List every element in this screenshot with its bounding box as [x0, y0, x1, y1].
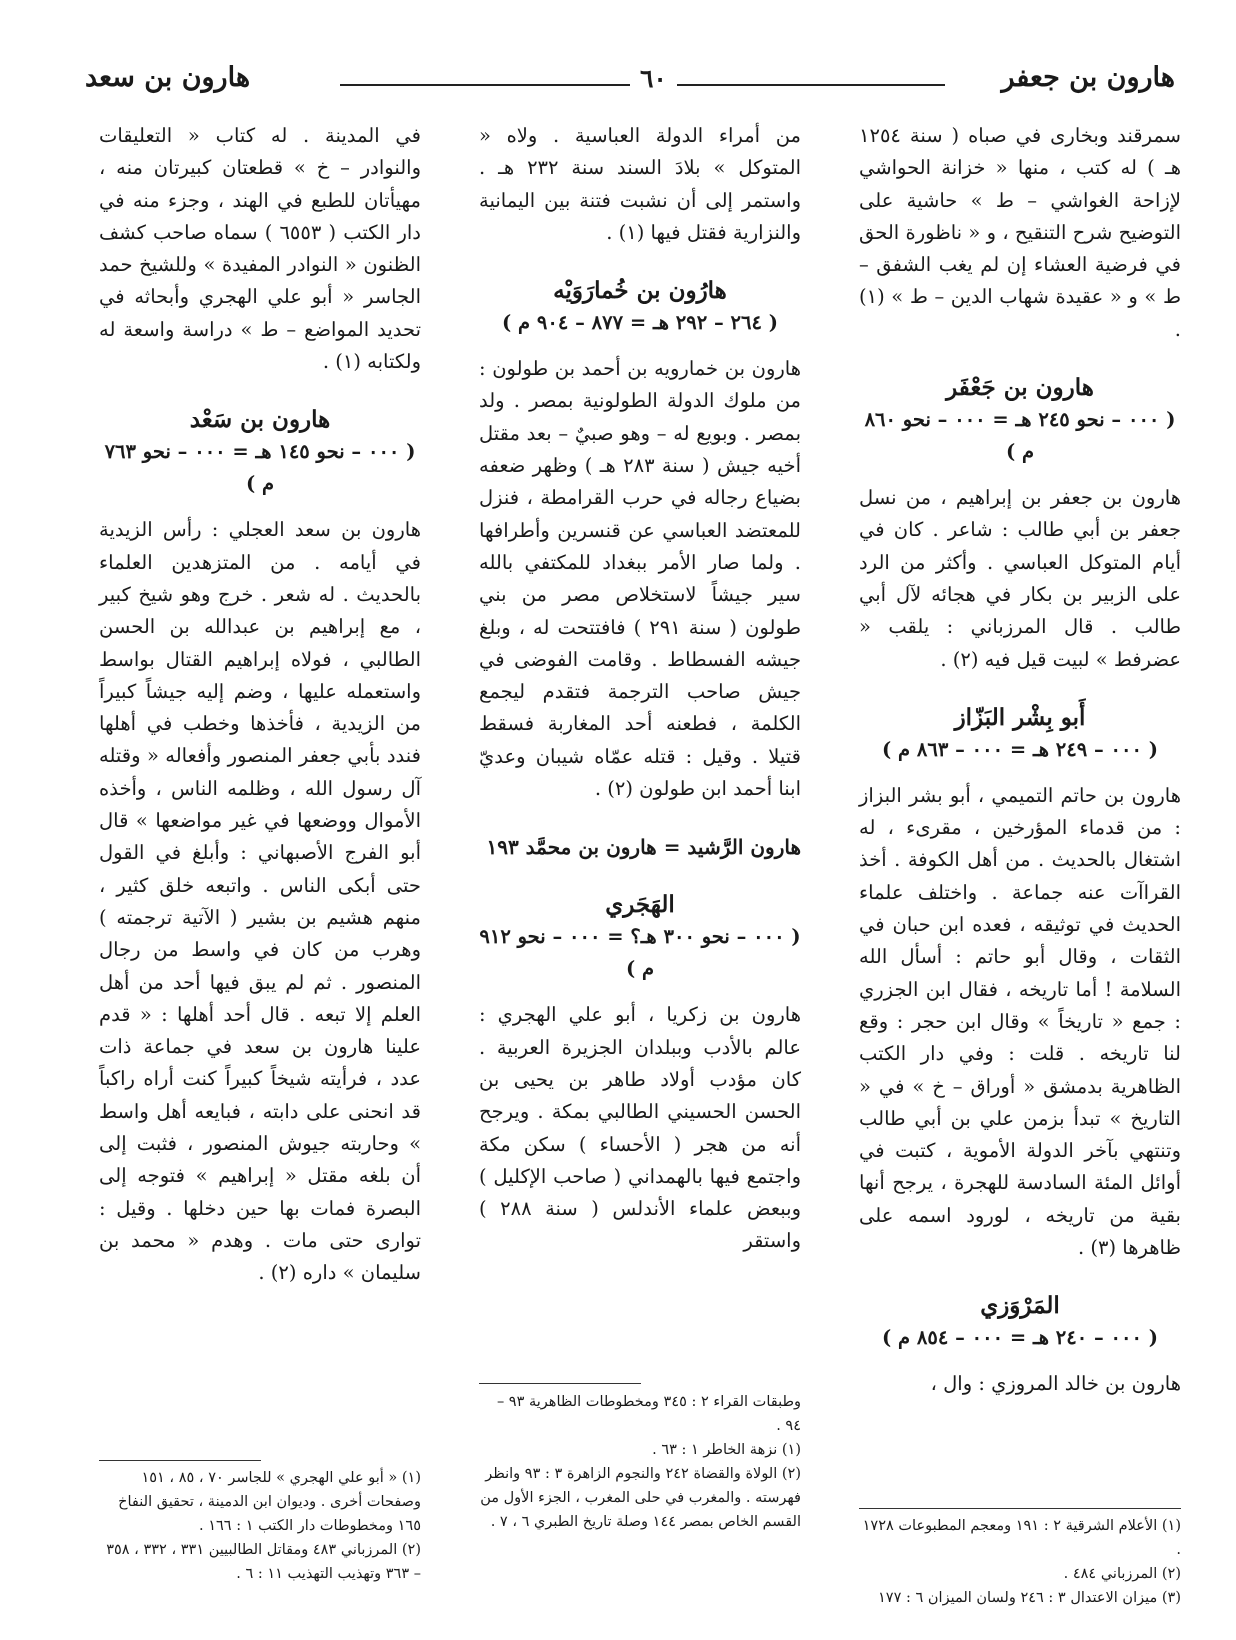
footnote-rule [859, 1508, 1181, 1509]
entry-body: هارون بن سعد العجلي : رأس الزيدية في أيامه . من المتزهدين العلماء بالحديث . له شعر . خرج وهو شيخ كبير ، مع إبراهيم بن عبدالله بن الحسن الطالبي ، فولاه إبراهيم القتال بواسط واستعمله عليها ، وضم إليه جيشاً كبيراً من الزيدية ، فأخذها وخطب في أهلها فندد بأبي جعفر المنصور وأفعاله « وقتله آل رسول الله ، وظلمه الناس ، وأخذه الأموال ووضعها في غير مواضعها » قال أبو الفرج الأصبهاني : وأبلغ في القول حتى أبكى الناس . واتبعه خلق كثير ، منهم هشيم بن بشير ( الآتية ترجمته ) وهرب من كان في واسط من رجال المنصور . ثم لم يبق فيها أحد من أهل العلم إلا تبعه . قال أحد أهلها : « قدم علينا هارون بن سعد في جماعة ذات عدد ، فرأيته شيخاً كبيراً كنت أراه راكباً قد انحنى على دابته ، فبايعه أهل واسط » وحاربته جيوش المنصور ، فثبت إلى أن بلغه مقتل « إبراهيم » فتوجه إلى البصرة فمات بها حين دخلها . وقيل : توارى حتى مات . وهدم « محمد بن سليمان » داره (٢) . [99, 518, 421, 1285]
footnote: (٣) ميزان الاعتدال ٣ : ٢٤٦ ولسان الميزان ٦ : ١٧٧ [878, 1590, 1181, 1606]
running-title-left: هارون بن سعد [85, 62, 251, 93]
entry-body: هارون بن حاتم التميمي ، أبو بشر البزاز : من قدماء المؤرخين ، مقرىء ، له اشتغال بالحديث . من أهل الكوفة . أخذ القراآت عنه جماعة . واختلف علماء الحديث في توثيقه ، فعده ابن حبان في الثقات ، وقال أبو حاتم : أسأل الله السلامة ! أما تاريخه ، فقال ابن الجزري : جمع « تاريخاً » وقال ابن حجر : وقع لنا تاريخه . قلت : وفي دار الكتب الظاهرية بدمشق « أوراق – خ » في « التاريخ » تبدأ بزمن علي بن أبي طالب وتنتهي بآخر الدولة الأموية ، كتبت في أوائل المئة السادسة للهجرة ، يرجح أنها بقية من تاريخه ، لورود اسمه على ظاهرها (٣) . [859, 783, 1181, 1260]
entry-dates: ( ٠٠٠ – نحو ١٤٥ هـ = ٠٠٠ – نحو ٧٦٣ م ) [104, 440, 416, 496]
entry-dates: ( ٠٠٠ – نحو ٣٠٠ هـ؟ = ٠٠٠ – نحو ٩١٢ م ) [479, 925, 801, 981]
page-number: ٦٠ [630, 64, 677, 93]
running-title-right: هارون بن جعفر [1001, 62, 1175, 93]
entry-dates: ( ٠٠٠ – نحو ٢٤٥ هـ = ٠٠٠ – نحو ٨٦٠ م ) [864, 408, 1176, 464]
footnotes-left [99, 1466, 421, 1586]
footnotes-right [859, 1514, 1181, 1610]
column-middle [479, 120, 801, 1258]
entry-title: أَبو بِشْر البَزّاز [954, 703, 1086, 731]
column-right [859, 120, 1181, 1401]
footnote: (١) نزهة الخاطر ١ : ٦٣ . [652, 1442, 801, 1458]
entry-body: هارون بن خالد المروزي : وال ، [930, 1372, 1181, 1396]
entry-body: هارون بن خمارويه بن أحمد بن طولون : من ملوك الدولة الطولونية بمصر . ولد بمصر . وبويع له – وهو صبيٌ – بعد مقتل أخيه جيش ( سنة ٢٨٣ هـ ) وظهر ضعفه بضياع رجاله في حرب القرامطة ، فنزل للمعتضد العباسي عن قنسرين وأطرافها . ولما صار الأمر ببغداد للمكتفي بالله سير جيشاً لاستخلاص مصر من بني طولون ( سنة ٢٩١ ) فافتتحت له ، وبلغ جيشه الفسطاط . وقامت الفوضى في جيش صاحب الترجمة فتقدم ليجمع الكلمة ، فطعنه أحد المغاربة فسقط قتيلا . وقيل : قتله عمّاه شيبان وعديّ ابنا أحمد ابن طولون (٢) . [479, 357, 801, 801]
entry-title: الهَجَري [605, 891, 675, 919]
footnote-rule [479, 1383, 641, 1384]
entry-title: هارون بن سَعْد [189, 406, 331, 434]
entry-title: المَرْوَزي [980, 1292, 1060, 1320]
cross-reference: هارون الرَّشيد = هارون بن محمَّد ١٩٣ [486, 835, 801, 860]
entry-title: هارون بن جَعْفَر [946, 374, 1094, 402]
footnote: (٢) المرزباني ٤٨٣ ومقاتل الطالبيين ٣٣١ ، ٣٣٢ ، ٣٥٨ – ٣٦٣ وتهذيب التهذيب ١١ : ٦ . [106, 1542, 421, 1582]
entry-dates: ( ٠٠٠ – ٢٤٠ هـ = ٠٠٠ – ٨٥٤ م ) [882, 1326, 1158, 1350]
footnote-rule [99, 1460, 261, 1461]
entry-title: هارُون بن خُمارَوَيْه [553, 277, 727, 305]
entry-body: هارون بن جعفر بن إبراهيم ، من نسل جعفر بن أبي طالب : شاعر . كان في أيام المتوكل العباسي . وأكثر من الرد على الزبير بن بكار في هجائه لآل أبي طالب . قال المرزباني : يلقب « عضرفط » لبيت قيل فيه (٢) . [859, 486, 1181, 671]
entry-body: هارون بن زكريا ، أبو علي الهجري : عالم بالأدب وببلدان الجزيرة العربية . كان مؤدب أولاد طاهر بن يحيى بن الحسن الحسيني الطالبي بمكة . ويرجح أنه من هجر ( الأحساء ) سكن مكة واجتمع فيها بالهمداني ( صاحب الإكليل ) وببعض علماء الأندلس ( سنة ٢٨٨ ) واستقر [479, 1003, 801, 1253]
footnote: (٢) الولاة والقضاة ٢٤٢ والنجوم الزاهرة ٣ : ٩٣ وانظر فهرسته . والمغرب في حلى المغرب ، الجزء الأول من القسم الخاص بمصر ١٤٤ وصلة تاريخ الطبري ٦ ، ٧ . [480, 1466, 801, 1530]
entry-dates: ( ٠٠٠ – ٢٤٩ هـ = ٠٠٠ – ٨٦٣ م ) [882, 737, 1158, 761]
footnote: (١) « أبو علي الهجري » للجاسر ٧٠ ، ٨٥ ، ١٥١ وصفحات أخرى . وديوان ابن الدمينة ، تحقيق النفاخ ١٦٥ ومخطوطات دار الكتب ١ : ١٦٦ . [118, 1470, 421, 1534]
footnotes-middle [479, 1390, 801, 1534]
footnote: (٢) المرزباني ٤٨٤ . [1063, 1566, 1181, 1582]
column-left [99, 120, 421, 1290]
footnote: وطبقات القراء ٢ : ٣٤٥ ومخطوطات الظاهرية ٩٣ – ٩٤ . [496, 1394, 801, 1434]
footnote: (١) الأعلام الشرقية ٢ : ١٩١ ومعجم المطبوعات ١٧٢٨ . [862, 1518, 1181, 1558]
page-header [85, 62, 1175, 102]
entry-continuation: في المدينة . له كتاب « التعليقات والنوادر – خ » قطعتان كبيرتان منه ، مهيأتان للطبع في الهند ، وجزء منه في دار الكتب ( ٦٥٥٣ ) سماه صاحب كشف الظنون « النوادر المفيدة » وللشيخ حمد الجاسر « أبو علي الهجري وأبحاثه في تحديد المواضع – ط » دراسة واسعة له ولكتابه (١) . [99, 124, 421, 374]
entry-continuation: سمرقند وبخارى في صباه ( سنة ١٢٥٤ هـ ) له كتب ، منها « خزانة الحواشي لإزاحة الغواشي – ط » حاشية على التوضيح شرح التنقيح ، و « ناظورة الحق في فرضية العشاء إن لم يغب الشفق – ط » و « عقيدة شهاب الدين – ط » (١) . [859, 124, 1181, 341]
entry-continuation: من أمراء الدولة العباسية . ولاه « المتوكل » بلادَ السند سنة ٢٣٢ هـ . واستمر إلى أن نشبت فتنة بين اليمانية والنزارية فقتل فيها (١) . [479, 124, 801, 244]
entry-dates: ( ٢٦٤ – ٢٩٢ هـ = ٨٧٧ – ٩٠٤ م ) [502, 311, 778, 335]
